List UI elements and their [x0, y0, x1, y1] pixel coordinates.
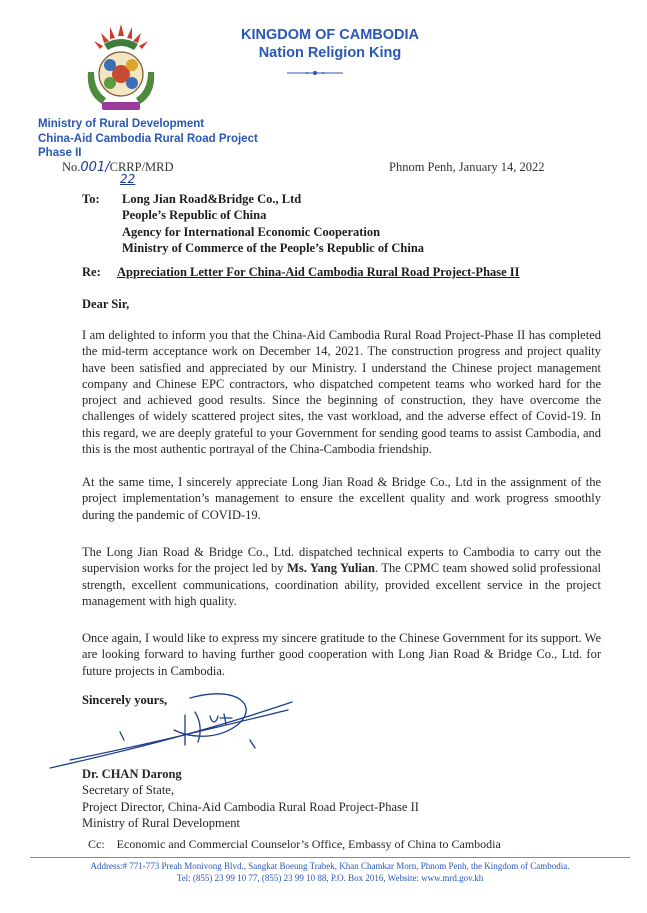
ministry-name: Ministry of Rural Development — [38, 118, 205, 130]
signer-title: Secretary of State, — [82, 783, 174, 798]
reference-prefix: No. — [62, 160, 81, 174]
project-phase: Phase II — [38, 147, 82, 159]
subject-line: Appreciation Letter For China-Aid Cambodia Rural Road Project-Phase II — [117, 265, 520, 279]
footer-address: Address:# 771-773 Preah Monivong Blvd., Sangkat Boeung Trabek, Khan Chamkar Morn, Phnom Penh, the Kingdom of Cambodia. — [90, 861, 570, 871]
salutation: Dear Sir, — [82, 297, 130, 311]
divider-ornament-icon — [285, 68, 345, 78]
cc-label: Cc: — [88, 837, 105, 851]
project-name: China-Aid Cambodia Rural Road Project — [38, 132, 258, 145]
reference-suffix: CRRP/MRD — [109, 160, 174, 174]
body-paragraph-4: Once again, I would like to express my sincere gratitude to the Chinese Government for its support. We are looking forward to having further good cooperation with Long Jian Road & Bridge Co., Ltd. for future projects in Cambodia. — [82, 631, 601, 678]
cc-recipient: Economic and Commercial Counselor’s Office, Embassy of China to Cambodia — [116, 837, 501, 851]
body-paragraph-3 — [82, 544, 601, 609]
recipient-agency: Agency for International Economic Cooperation — [122, 225, 381, 239]
reference-number-handwritten: 001/ — [80, 160, 110, 175]
carbon-copy — [88, 837, 501, 852]
signer-name: Dr. CHAN Darong — [82, 767, 182, 781]
team-leader-name: Ms. Yang Yulian — [287, 561, 376, 576]
recipient-agency-block — [122, 225, 424, 256]
national-motto: Nation Religion King — [258, 45, 402, 61]
kingdom-title: KINGDOM OF CAMBODIA — [240, 27, 419, 43]
paragraph-3-text-start: The Long Jian Road & Bridge Co., Ltd. dispatched technical experts to Cambodia to carry out the supervision works for the project led by — [82, 545, 601, 576]
recipient-company-block — [122, 192, 301, 223]
handwritten-signature-icon — [40, 680, 300, 780]
letter-date: Phnom Penh, January 14, 2022 — [389, 160, 545, 174]
letterhead-title — [210, 26, 450, 62]
ministry-block — [38, 117, 258, 161]
closing: Sincerely yours, — [82, 693, 168, 707]
reference-number — [62, 160, 174, 186]
recipient-country: People’s Republic of China — [122, 207, 267, 222]
ministry-emblem-icon — [82, 22, 160, 114]
signer-position: Project Director, China-Aid Cambodia Rural Road Project-Phase II — [82, 799, 419, 814]
footer-divider — [30, 857, 630, 858]
reference-year-handwritten: 22 — [120, 172, 136, 186]
footer-contact: Tel: (855) 23 99 10 77, (855) 23 99 10 88, P.O. Box 2016, Website: www.mrd.gov.kh — [176, 872, 484, 883]
recipient-company: Long Jian Road&Bridge Co., Ltd — [122, 192, 302, 206]
to-label: To: — [82, 192, 100, 206]
signer-block — [82, 766, 419, 831]
paragraph-3-text-end: . The CPMC team showed solid professional strength, excellent communications, coordination ability, provided excellent service in the project management with high quality. — [82, 561, 602, 608]
body-paragraph-1: I am delighted to inform you that the China-Aid Cambodia Rural Road Project-Phase II has completed the mid-term acceptance work on December 14, 2021. The construction progress and project quality have been satisfied and appreciated by our Ministry. I understand the Chinese project management company and Chinese EPC contractors, who dispatched competent teams who worked hard for the project and achieved good results. Since the beginning of construction, they have overcome the challenges of widely scattered project sites, the vast workload, and the adverse effect of Covid-19. In this regard, we are deeply grateful to your Government for sending good teams to assist Cambodia, and this is the most authentic portrayal of the China-Cambodia friendship. — [82, 328, 601, 457]
recipient-agency-ministry: Ministry of Commerce of the People’s Republic of China — [122, 240, 425, 255]
body-paragraph-2: At the same time, I sincerely appreciate Long Jian Road & Bridge Co., Ltd in the assignment of the project implementation’s management to ensure the excellent quality and work progress smoothly during the pandemic of COVID-19. — [82, 475, 601, 522]
signer-ministry: Ministry of Rural Development — [82, 815, 240, 830]
letterhead-footer — [30, 861, 630, 884]
subject-label: Re: — [82, 265, 101, 279]
